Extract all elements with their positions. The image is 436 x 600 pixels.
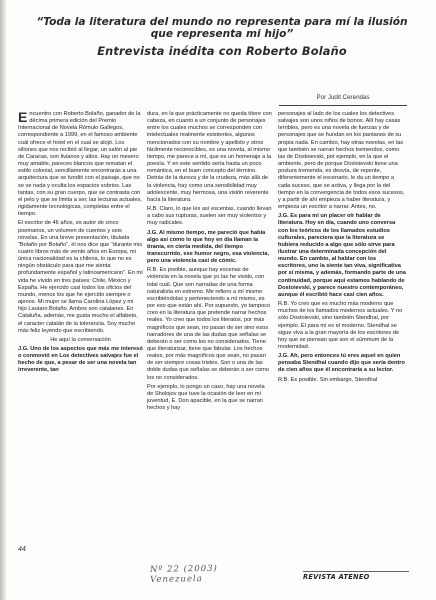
text-column-1: [18, 111, 143, 559]
paragraph-text: J.G. Al mismo tiempo, me pareció que había algo así como lo que hoy en día llaman la tiranía, en cierta medida, del tiempo transcurrido, ese humor negro, esa violencia, pero una violencia casi de cómic.: [147, 229, 269, 265]
handwritten-note: Nº 22 (2003) Venezuela: [149, 563, 218, 585]
paragraph: [278, 111, 406, 211]
paragraph-text: R.B. Claro, lo que les así escentas, cuando llevan a cabo sus rupturas, suelen ser muy violentos y muy radicales.: [147, 206, 272, 227]
article-title: Entrevista inédita con Roberto Bolaño: [97, 45, 347, 58]
paragraph: [18, 346, 143, 375]
paragraph: [147, 230, 272, 266]
paragraph-text: Por ejemplo, lo pongo un caso, hay una novela de Sholojov que tuve la ocasión de leer en mí juventud, E. Don apacible, en la que se narran hechos y hay: [147, 383, 265, 412]
paragraph-text: He aquí la conversación: [50, 336, 111, 343]
headline-quote: “Toda la literatura del mundo no representa para mí la ilusión que representa mi hijo”: [36, 16, 408, 40]
text-column-3: [278, 111, 406, 559]
paragraph: [147, 206, 272, 227]
paragraph-text: El escritor de 46 años, es autor de cinco poemarios, un volumen de cuentos y seis novelas. En una breve presentación, titulada “Bolaño por Bolaño”, él nos dice que “durante mis cuatro libros más de veinte años en Europa, mi única nacionalidad es la chilena, lo que no es ningún obstáculo para que me sienta profundamente español y latinoamericano”. En mí vida he vivido en tres países: Chile, México y España. He ejercido casi todos los oficios del mundo, menos los que he ejercido siempre o ajenos. Mi mujer se llama Carolina López y mi hijo Lautaro Bolaño. Ambos son catalanes. En Cataluña, además, me gusta mucho el alfabeto, el caracter catalán de la tolerancia. Soy mucho más feliz leyendo que escribiendo.: [18, 220, 143, 334]
paragraph: [278, 213, 406, 299]
paragraph-text: J.G. Uno de los aspectos que más me interesó o conmovió en Los detectives salvajes fue el hecho de que, a pesar de ser una novela tan irreverente, tan: [18, 346, 143, 374]
magazine-brand: REVISTA ATENEO: [303, 571, 409, 582]
paragraph-text: ncuentro con Roberto Bolaño, ganador de la décima primera edición del Premio Internacional de Novela Rómulo Gallegos, correspondiente a 1999, en el famoso ambiente cuál ofrece el hotel en el cual se alojó. Los sillones que nos recibió al llegar, un salón al pie de Caracas, son livianos y altos. Hay un mesero muy amable, pareces blancos que rematan el estilo colonial, sencillamente encontrarás a una arquitectura que se fundió con el paisaje, que no se ve nada y oculta los espacios sobrios. Las tantas, con su gran cuerpo, que se contrasta con el pelo y que se limita a ser, las lecturas actuales, rigidamente tecnológicas, completas entre el tiempo.: [18, 111, 142, 218]
paragraph-text: R.B. Es posible. Sin embargo, Stendhal: [278, 376, 378, 383]
paragraph: [18, 337, 143, 344]
paragraph: [147, 267, 272, 382]
byline: Por Judit Cerendas: [279, 92, 407, 106]
paragraph: [147, 384, 272, 413]
paragraph: [278, 377, 406, 384]
paragraph: [147, 111, 272, 204]
paragraph-text: J.G. Ah, pero entonces tú eres aquel en quien pensaba Stendhal cuando dijo que sería dentro de cien años que él encontraría a su lector.: [278, 353, 405, 374]
paragraph-text: R.B. Es posible, aunque hay escenas de violencia en la novela que yo las he vivido, con total cuál. Que son narradas de una forma naturalista en extremo. Me refiero a mí mismo escribiéndolas y perteneciendo a mí mismo, es por eso que están ahí. Por supuesto, yo tampoco creo en la literatura que pretende narrar hechos reales. Yo creo que todos los literatos, por más magníficos que sean, no pasan de ser sino esos narradores de una de las dudas que señalas se deberán o ser como los no considerados. Tiene que literaturizar, tiene que fabular. Los hechos reales, por más magníficos que sean, no pasan de ser siempre cosas tristes. Son o una de las doble dudas que señalas se deberán o ser como los no considerados.: [147, 267, 271, 381]
paragraph: [18, 111, 143, 218]
page-number: 44: [18, 546, 26, 553]
paragraph: [278, 353, 406, 374]
paragraph-text: R.B. Yo creo que es mucho más moderno que muchos de los llamados modernos actuales. Y no sólo Dostoievski, sino también Stendhal, por ejemplo. Él para mí es el moderno. Stendhal se sigue viva a la gran mayoría de los escritores de hoy que se piensan que son el súmmum de la modernidad.: [278, 301, 403, 350]
drop-cap: E: [18, 111, 28, 125]
paragraph-text: personajes al lado de los cuales los detectives salvajes son unos niños de bonos. Allí hay casas terribles, pero es una novela de fuerzas y de personajes que se hundan en los pantanos de su propia nada. En cambio, hay otras novelas, en las que también se narran hechos tremendos, como las de Dostoievski, por ejemplo, en la que el ambiente, pero de porque Dostoievski tiene una postura tremenda, es desvía, de repente, diferentemente el escenario, le da un tiempo a cada suceso, que se activa, y llega por la del tiempo en la convergencia de todos esos sucesos, y a partir de ahí empieza a haber literatura, y empieza un escritor a narrar. Antes, no.: [278, 111, 405, 211]
paragraph-text: J.G. Es para mí un placer oír hablar de literatura. Hoy en día, cuando uno conversa con los teóricos de los llamados estudios culturales, pareciera que la literatura se hubiera reducido a algo que sólo sirve para ilustrar una determinada concepción del mundo. En cambio, al hablar con los escritores, uno la siente tan viva, significativa por sí misma, y además, formando parte de una continuidad, porque aquí estamos hablando de Dostoievski, y parece nuestro contemporáneo, aunque él escribió hace casi cien años.: [278, 213, 406, 298]
paragraph-text: dura, en la que prácticamente no queda títere con cabeza, en cuanto a un conjunto de personajes entre los cuales muchos se corresponden con intelectuales realmente existentes, algunos mencionados con su nombre y apellido y otros fácilmente reconocibles, es una novela, al mismo tiempo, me parece a mí, que es un homenaje a la poesía. Y en este sentido sería hasta un poco romántica, en el buen concepto del término. Detrás de la dureza y de la crudeza, más allá de la violencia, hay como una sensibilidad muy adolescente, muy hermosa, una visión reverente hacia la literatura.: [147, 111, 272, 203]
paragraph: [278, 301, 406, 351]
text-column-2: [147, 111, 272, 559]
paragraph: [18, 220, 143, 335]
